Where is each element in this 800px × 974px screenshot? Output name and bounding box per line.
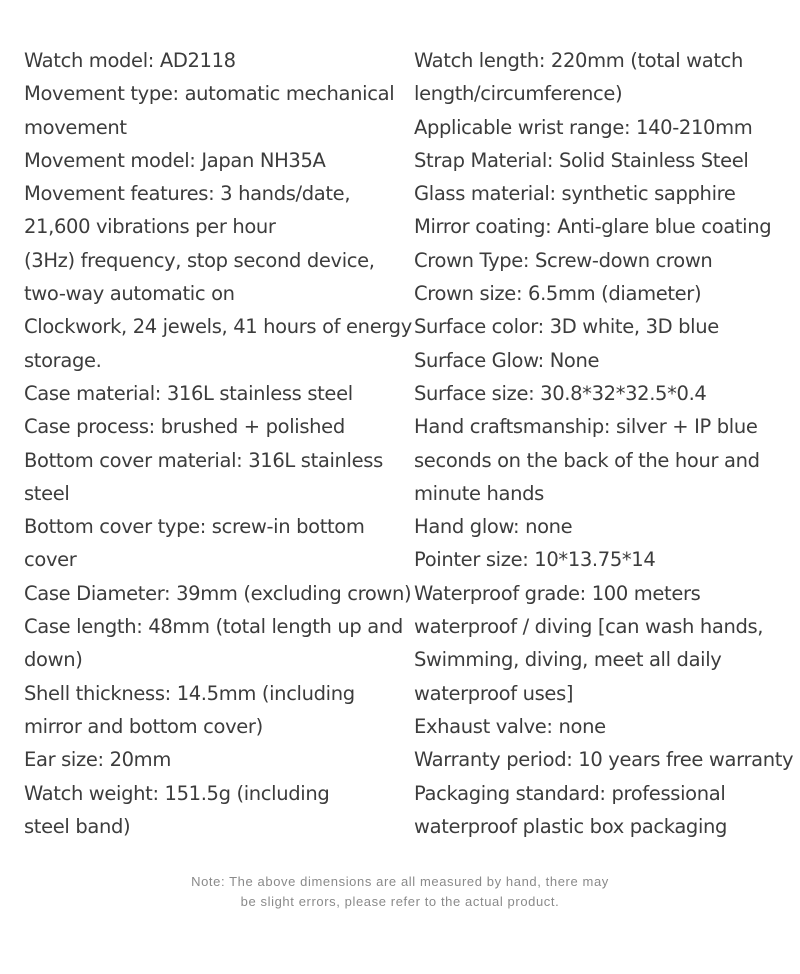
spec-line: length/circumference) — [414, 82, 623, 106]
spec-line: steel band) — [24, 814, 131, 838]
spec-line: Applicable wrist range: 140-210mm — [414, 115, 753, 139]
spec-line: Movement model: Japan NH35A — [24, 148, 326, 172]
spec-line: Surface Glow: None — [414, 348, 600, 372]
spec-line: Waterproof grade: 100 meters — [414, 581, 701, 605]
spec-line: Strap Material: Solid Stainless Steel — [414, 148, 749, 172]
spec-line: Surface color: 3D white, 3D blue — [414, 315, 719, 339]
spec-line: Case Diameter: 39mm (excluding crown) — [24, 581, 412, 605]
spec-line: (3Hz) frequency, stop second device, — [24, 248, 375, 272]
spec-line: Swimming, diving, meet all daily — [414, 648, 722, 672]
measurement-note: Note: The above dimensions are all measured by hand, there may — [191, 874, 609, 889]
spec-line: Hand glow: none — [414, 515, 573, 539]
spec-line: Bottom cover type: screw-in bottom — [24, 515, 365, 539]
spec-line: Clockwork, 24 jewels, 41 hours of energy — [24, 315, 412, 339]
spec-line: Watch weight: 151.5g (including — [24, 781, 330, 805]
spec-line: Movement type: automatic mechanical — [24, 82, 395, 106]
spec-line: Movement features: 3 hands/date, — [24, 182, 351, 206]
spec-line: storage. — [24, 348, 102, 372]
spec-line: waterproof / diving [can wash hands, — [414, 615, 764, 639]
spec-line: Pointer size: 10*13.75*14 — [414, 548, 656, 572]
spec-line: waterproof plastic box packaging — [414, 814, 728, 838]
spec-line: waterproof uses] — [414, 681, 574, 705]
spec-line: Packaging standard: professional — [414, 781, 726, 805]
spec-line: Surface size: 30.8*32*32.5*0.4 — [414, 381, 707, 405]
spec-line: Hand craftsmanship: silver + IP blue — [414, 415, 758, 439]
spec-line: Bottom cover material: 316L stainless — [24, 448, 383, 472]
spec-line: Glass material: synthetic sapphire — [414, 182, 736, 206]
spec-line: Case process: brushed + polished — [24, 415, 345, 439]
spec-line: Crown Type: Screw-down crown — [414, 248, 713, 272]
spec-line: down) — [24, 648, 83, 672]
spec-line: Watch length: 220mm (total watch — [414, 49, 744, 72]
spec-left-column — [24, 44, 412, 843]
spec-line: 21,600 vibrations per hour — [24, 215, 276, 239]
spec-line: movement — [24, 115, 127, 139]
measurement-note: be slight errors, please refer to the actual product. — [240, 894, 560, 909]
spec-right-column — [414, 44, 798, 843]
spec-line: Ear size: 20mm — [24, 748, 171, 772]
spec-line: mirror and bottom cover) — [24, 714, 263, 738]
spec-line: Exhaust valve: none — [414, 714, 606, 738]
spec-line: Case material: 316L stainless steel — [24, 381, 353, 405]
spec-line: minute hands — [414, 481, 544, 505]
spec-line: Mirror coating: Anti-glare blue coating — [414, 215, 772, 239]
spec-line: cover — [24, 548, 77, 572]
spec-line: Shell thickness: 14.5mm (including — [24, 681, 355, 705]
spec-line: Watch model: AD2118 — [24, 49, 236, 72]
spec-line: Case length: 48mm (total length up and — [24, 615, 403, 639]
spec-line: seconds on the back of the hour and — [414, 448, 760, 472]
spec-line: two-way automatic on — [24, 282, 235, 306]
spec-line: steel — [24, 481, 70, 505]
spec-line: Warranty period: 10 years free warranty — [414, 748, 794, 772]
spec-line: Crown size: 6.5mm (diameter) — [414, 282, 702, 306]
